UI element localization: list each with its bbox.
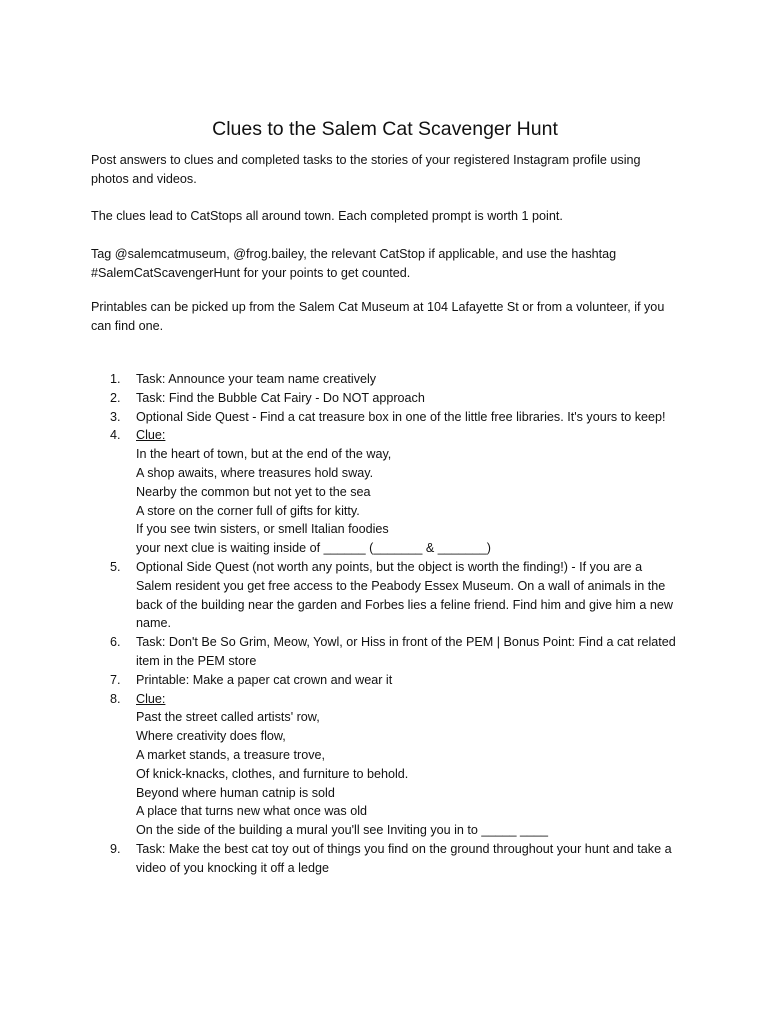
- intro-paragraph-printables: Printables can be picked up from the Salem Cat Museum at 104 Lafayette St or from a volunteer, if you can find one.: [91, 300, 665, 333]
- clue-list: [91, 370, 681, 878]
- intro-paragraph-tagging: Tag @salemcatmuseum, @frog.bailey, the relevant CatStop if applicable, and use the hashtag #SalemCatScavengerHunt for your points to get counted.: [91, 247, 617, 280]
- list-item-text: Task: Announce your team name creatively: [136, 372, 377, 386]
- page-title: Clues to the Salem Cat Scavenger Hunt: [212, 118, 558, 140]
- list-item: [91, 633, 681, 671]
- list-item-text: Printable: Make a paper cat crown and wear it: [136, 672, 393, 687]
- intro-paragraph-instructions: Post answers to clues and completed tasks to the stories of your registered Instagram profile using photos and videos.: [91, 153, 641, 186]
- list-number: 1.: [110, 372, 121, 386]
- clue-line: your next clue is waiting inside of ______ (_______ & _______): [136, 541, 491, 556]
- list-number: 3.: [110, 409, 121, 424]
- list-item-text: Optional Side Quest - Find a cat treasure box in one of the little free libraries. It's yours to keep!: [136, 409, 666, 424]
- list-item-text: Task: Don't Be So Grim, Meow, Yowl, or Hiss in front of the PEM | Bonus Point: Find a cat related item in the PEM store: [136, 635, 676, 668]
- clue-line: Nearby the common but not yet to the sea: [136, 484, 371, 499]
- clue-line: In the heart of town, but at the end of the way,: [136, 447, 392, 462]
- list-item: [91, 408, 681, 427]
- list-item: [91, 671, 681, 690]
- list-number: 5.: [110, 559, 121, 574]
- list-number: 8.: [110, 691, 121, 706]
- clue-line: A place that turns new what once was old: [136, 804, 368, 819]
- list-item: [91, 558, 681, 633]
- clue-line: A store on the corner full of gifts for kitty.: [136, 503, 360, 518]
- list-number: 2.: [110, 390, 121, 405]
- list-number: 7.: [110, 672, 121, 687]
- list-number: 6.: [110, 635, 121, 650]
- clue-label: Clue:: [136, 691, 166, 706]
- list-number: 4.: [110, 428, 121, 443]
- clue-line: A market stands, a treasure trove,: [136, 747, 325, 762]
- clue-line: If you see twin sisters, or smell Italian foodies: [136, 522, 389, 537]
- clue-line: On the side of the building a mural you'll see Inviting you in to _____ ____: [136, 823, 548, 838]
- list-item-text: Task: Find the Bubble Cat Fairy - Do NOT approach: [136, 390, 425, 405]
- intro-paragraph-catstops: The clues lead to CatStops all around town. Each completed prompt is worth 1 point.: [91, 209, 563, 223]
- clue-line: A shop awaits, where treasures hold sway.: [136, 465, 374, 480]
- list-item: [91, 389, 681, 408]
- list-item-text: Optional Side Quest (not worth any points, but the object is worth the finding!) - If you are a Salem resident you get free access to the Peabody Essex Museum. On a wall of animals in the back of the building near the garden and Forbes lies a feline friend. Find him and give him a new name.: [136, 559, 673, 631]
- clue-line: Where creativity does flow,: [136, 729, 286, 744]
- clue-line: Beyond where human catnip is sold: [136, 785, 335, 800]
- list-item: [91, 426, 681, 558]
- clue-line: Of knick-knacks, clothes, and furniture to behold.: [136, 766, 409, 781]
- clue-label: Clue:: [136, 428, 166, 443]
- list-item: [91, 840, 681, 878]
- list-item: [91, 370, 681, 389]
- list-item-text: Task: Make the best cat toy out of things you find on the ground throughout your hunt and take a video of you knocking it off a ledge: [136, 841, 672, 875]
- clue-line: Past the street called artists' row,: [136, 710, 320, 725]
- list-number: 9.: [110, 841, 121, 856]
- list-item: [91, 690, 681, 840]
